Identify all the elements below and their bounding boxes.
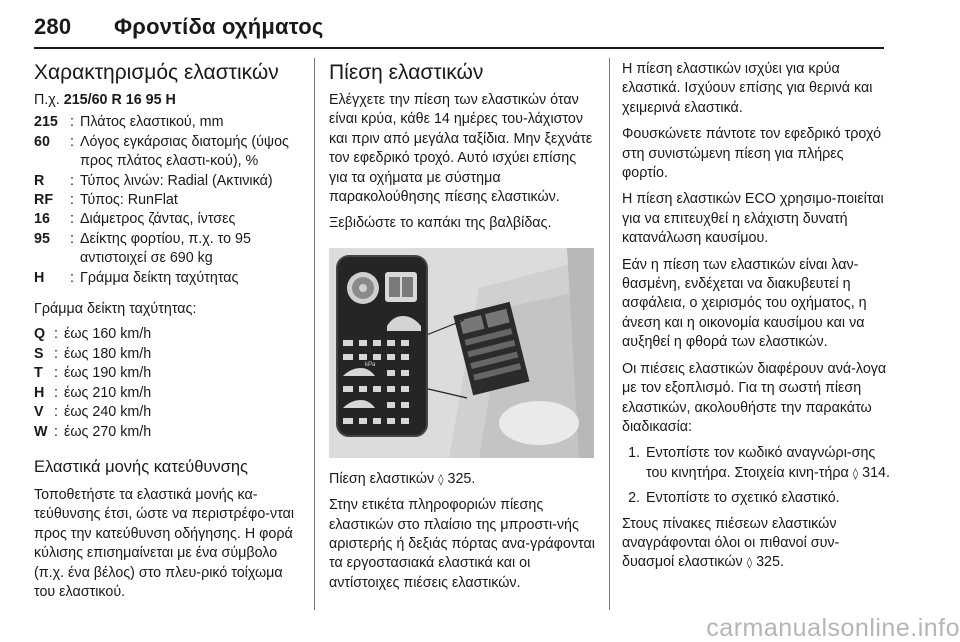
page-header (34, 14, 323, 40)
speed-index-separator: : (54, 384, 58, 401)
designation-code: R (34, 172, 45, 189)
designation-code: H (34, 269, 45, 286)
column-1 (34, 60, 298, 602)
pressure-tables-text: Στους πίνακες πιέσεων ελαστικών αναγράφονται όλοι οι πιθανοί συν‐δυασμοί ελαστικών ◊ 325. (622, 515, 840, 571)
pressure-varies-text: Οι πιέσεις ελαστικών διαφέρουν ανά‐λογα με τον εξοπλισμό. Για τη σωστή πίεση ελαστικών, ακολουθήστε την παρακάτω διαδικασία: (622, 360, 887, 435)
directional-tyres-text: Τοποθετήστε τα ελαστικά μονής κα‐τεύθυνσης έτσι, ώστε να περιστρέφο‐νται προς την κατεύθυνση οδήγησης. Η φορά κύλισης επισημαίνεται με ένα σύμβολο (π.χ. ένα βέλος) στο πλευ‐ρικό τοίχωμα του ελαστικού. (34, 486, 295, 600)
tyre-pressure-heading: Πίεση ελαστικών (329, 61, 484, 84)
reference-arrow-icon: ◊ (852, 466, 859, 480)
speed-index-separator: : (54, 326, 58, 343)
designation-code: 95 (34, 230, 50, 247)
speed-index-description: έως 160 km/h (64, 326, 152, 343)
speed-index-separator: : (54, 345, 58, 362)
speed-index-code: S (34, 345, 44, 362)
designation-code: 16 (34, 211, 50, 228)
eco-pressure-text: Η πίεση ελαστικών ECO χρησιμο‐ποιείται για να επιτευχθεί η ελάχιστη δυνατή κατανάλωση καυσίμου. (622, 191, 884, 247)
tyre-designation-heading: Χαρακτηρισμός ελαστικών (34, 61, 279, 84)
speed-index-code: H (34, 384, 45, 401)
page-reference-link[interactable]: 325. (447, 470, 476, 487)
spare-wheel-text: Φουσκώνετε πάντοτε τον εφεδρικό τροχό στη συνιστώμενη πίεση για πλήρες φορτίο. (622, 126, 882, 182)
step-text: Εντοπίστε το σχετικό ελαστικό. (646, 490, 840, 507)
designation-description: Τύπος λινών: Radial (Ακτινικά) (80, 172, 273, 189)
step-number: 1. (628, 445, 640, 462)
watermark: carmanualsonline.info (706, 614, 960, 642)
designation-description: Λόγος εγκάρσιας διατομής (ύψος προς πλάτος ελαστι‐κού), % (80, 133, 289, 170)
figure-kpa-label: kPa (365, 361, 376, 368)
tyre-pressure-check-text: Ελέγχετε την πίεση των ελαστικών όταν είναι κρύα, κάθε 14 ημέρες του‐λάχιστον και πριν από μεγάλα ταξίδια. Μην ξεχνάτε τον εφεδρικό τροχό. Αυτό ισχύει επίσης για τα οχήματα με σύστημα παρακολούθησης πίεσης ελαστικών. (329, 92, 593, 206)
door-frame-label-illustration (329, 248, 594, 458)
designation-separator: : (70, 133, 74, 150)
wrong-pressure-text: Εάν η πίεση των ελαστικών είναι λαν‐θασμένη, ενδέχεται να διακυβευτεί η ασφάλεια, ο χειρισμός του οχήματος, η άνεση και η οικονομία καυσίμου και να αυξηθεί η φθορά των ελαστικών. (622, 256, 867, 351)
designation-example: Π.χ. 215/60 R 16 95 H (34, 92, 176, 108)
designation-code: RF (34, 192, 54, 209)
speed-index-code: W (34, 423, 48, 440)
speed-index-separator: : (54, 423, 58, 440)
speed-index-separator: : (54, 404, 58, 421)
speed-index-list (34, 325, 298, 441)
reference-arrow-icon: ◊ (438, 472, 444, 486)
pressure-label-text: Στην ετικέτα πληροφοριών πίεσης ελαστικών στο πλαίσιο της μπροστι‐νής αριστερής ή δεξιάς πόρτας ανα‐γράφονται τα εργοστασιακά ελαστικά και οι αντίστοιχες πιέσεις ελαστικών. (329, 497, 595, 591)
designation-separator: : (70, 192, 74, 209)
speed-index-description: έως 190 km/h (64, 365, 152, 382)
designation-separator: : (70, 230, 74, 247)
procedure-steps (622, 444, 890, 508)
speed-index-code: Q (34, 326, 46, 343)
designation-code-list (34, 113, 298, 288)
designation-separator: : (70, 172, 74, 189)
speed-index-description: έως 270 km/h (64, 423, 152, 440)
speed-index-code: V (34, 404, 44, 421)
designation-separator: : (70, 211, 74, 228)
designation-separator: : (70, 269, 74, 286)
designation-description: Τύπος: RunFlat (80, 192, 178, 209)
designation-description: Δείκτης φορτίου, π.χ. το 95 αντιστοιχεί σε 690 kg (80, 230, 251, 267)
column-divider-1 (314, 58, 315, 610)
step-text: Εντοπίστε τον κωδικό αναγνώρι‐σης του κινητήρα. Στοιχεία κινη‐τήρα ◊ 314. (646, 445, 890, 481)
page-number: 280 (34, 14, 72, 39)
step-number: 2. (628, 490, 640, 507)
directional-tyres-heading: Ελαστικά μονής κατεύθυνσης (34, 457, 248, 476)
speed-index-description: έως 210 km/h (64, 384, 152, 401)
designation-description: Γράμμα δείκτη ταχύτητας (80, 269, 239, 286)
column-3 (622, 60, 890, 573)
chapter-title: Φροντίδα οχήματος (114, 14, 324, 39)
speed-index-separator: : (54, 365, 58, 382)
designation-description: Διάμετρος ζάντας, ίντσες (80, 211, 236, 228)
procedure-step (622, 489, 890, 508)
designation-code: 60 (34, 133, 50, 150)
tyre-pressure-reference: Πίεση ελαστικών ◊ 325. (329, 470, 476, 487)
cold-tyres-text: Η πίεση ελαστικών ισχύει για κρύα ελαστικά. Ισχύουν επίσης για θερινά και χειμερινά ελαστικά. (622, 61, 873, 116)
designation-separator: : (70, 114, 74, 131)
speed-index-intro: Γράμμα δείκτη ταχύτητας: (34, 301, 197, 318)
column-divider-2 (609, 58, 610, 610)
speed-index-description: έως 240 km/h (64, 404, 152, 421)
designation-code: 215 (34, 114, 58, 131)
speed-index-description: έως 180 km/h (64, 345, 152, 362)
tyre-pressure-label-figure (329, 248, 594, 458)
designation-description: Πλάτος ελαστικού, mm (80, 114, 224, 131)
column-2 (329, 60, 597, 593)
reference-arrow-icon: ◊ (746, 556, 753, 570)
procedure-step (622, 444, 890, 483)
page-reference-link[interactable]: 314. (862, 464, 890, 481)
valve-cap-text: Ξεβιδώστε το καπάκι της βαλβίδας. (329, 215, 552, 232)
speed-index-code: T (34, 365, 43, 382)
page-reference-link[interactable]: 325. (756, 554, 784, 571)
header-rule (34, 47, 884, 49)
